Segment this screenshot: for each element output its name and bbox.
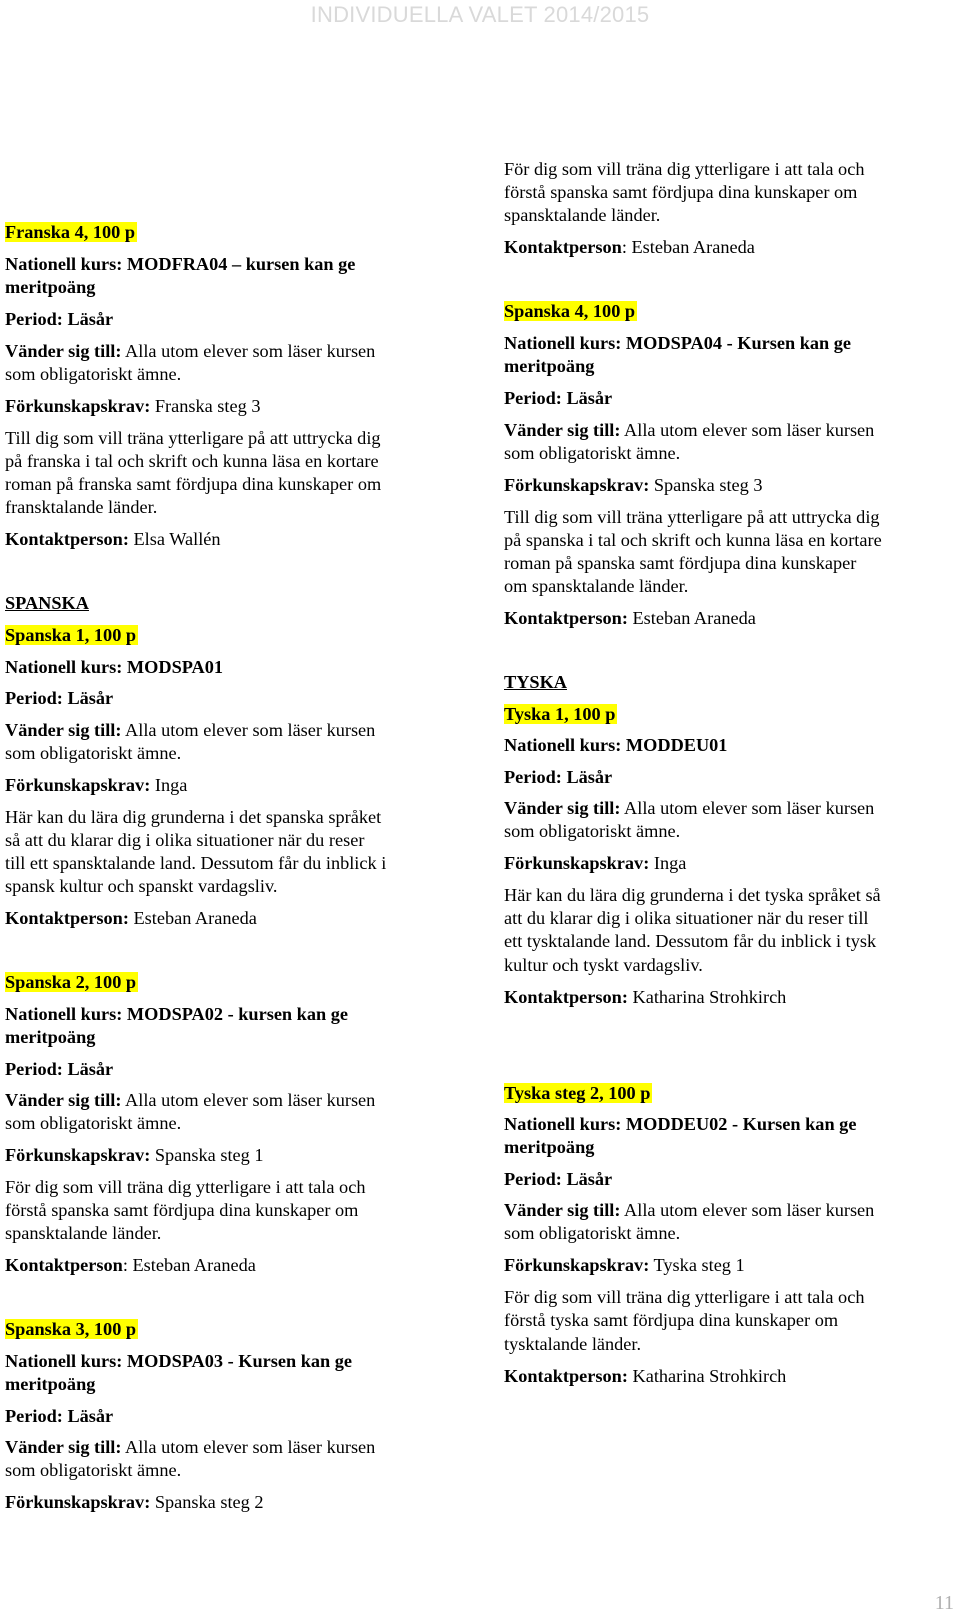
- description: För dig som vill träna dig ytterligare i att tala och: [504, 1287, 865, 1307]
- national-course: Nationell kurs: MODSPA03 - Kursen kan ge: [5, 1351, 353, 1371]
- target-group: Vänder sig till: Alla utom elever som läser kursen: [504, 420, 875, 440]
- description: förstå spanska samt fördjupa dina kunskaper om: [504, 182, 858, 202]
- description: förstå spanska samt fördjupa dina kunskaper om: [5, 1200, 359, 1220]
- contact-person: Kontaktperson: Esteban Araneda: [504, 237, 755, 257]
- target-group-cont: som obligatoriskt ämne.: [504, 821, 681, 841]
- period: Period: Läsår: [5, 1059, 114, 1079]
- target-group: Vänder sig till: Alla utom elever som läser kursen: [504, 798, 875, 818]
- course-title-tyska1: Tyska 1, 100 p: [504, 704, 616, 724]
- description: spansktalande länder.: [5, 1223, 162, 1243]
- description: roman på spanska samt fördjupa dina kunskaper: [504, 553, 857, 573]
- description: För dig som vill träna dig ytterligare i att tala och: [5, 1177, 366, 1197]
- period: Period: Läsår: [5, 309, 114, 329]
- course-title-tyska2: Tyska steg 2, 100 p: [504, 1083, 651, 1103]
- target-group-cont: som obligatoriskt ämne.: [5, 1113, 182, 1133]
- target-group: Vänder sig till: Alla utom elever som läser kursen: [504, 1200, 875, 1220]
- description: om spansktalande länder.: [504, 576, 689, 596]
- description: Här kan du lära dig grunderna i det tyska språket så: [504, 885, 881, 905]
- prerequisites: Förkunskapskrav: Inga: [5, 775, 188, 795]
- description: förstå tyska samt fördjupa dina kunskaper om: [504, 1310, 839, 1330]
- national-course: Nationell kurs: MODSPA04 - Kursen kan ge: [504, 333, 852, 353]
- description: så att du klarar dig i olika situationer när du reser: [5, 830, 365, 850]
- national-course-cont: meritpoäng: [5, 1374, 96, 1394]
- period: Period: Läsår: [504, 767, 613, 787]
- national-course: Nationell kurs: MODDEU01: [504, 735, 728, 755]
- description: ett tysktalande land. Dessutom får du inblick i tysk: [504, 931, 877, 951]
- target-group: Vänder sig till: Alla utom elever som läser kursen: [5, 1090, 376, 1110]
- description: tysktalande länder.: [504, 1334, 642, 1354]
- prerequisites: Förkunskapskrav: Spanska steg 3: [504, 475, 763, 495]
- description: kultur och tyskt vardagsliv.: [504, 955, 703, 975]
- national-course-cont: meritpoäng: [504, 356, 595, 376]
- period: Period: Läsår: [5, 1406, 114, 1426]
- target-group-cont: som obligatoriskt ämne.: [504, 443, 681, 463]
- description: För dig som vill träna dig ytterligare i att tala och: [504, 159, 865, 179]
- target-group-cont: som obligatoriskt ämne.: [5, 1460, 182, 1480]
- target-group: Vänder sig till: Alla utom elever som läser kursen: [5, 720, 376, 740]
- description: att du klarar dig i olika situationer när du reser till: [504, 908, 869, 928]
- description: Till dig som vill träna ytterligare på att uttrycka dig: [5, 428, 381, 448]
- prerequisites: Förkunskapskrav: Spanska steg 1: [5, 1145, 264, 1165]
- page-header: [0, 0, 960, 30]
- target-group: Vänder sig till: Alla utom elever som läser kursen: [5, 341, 376, 361]
- course-title-spanska4: Spanska 4, 100 p: [504, 301, 636, 321]
- description: Till dig som vill träna ytterligare på att uttrycka dig: [504, 507, 880, 527]
- contact-person: Kontaktperson: Esteban Araneda: [5, 1255, 256, 1275]
- description: till ett spansktalande land. Dessutom får du inblick i: [5, 853, 387, 873]
- target-group-cont: som obligatoriskt ämne.: [504, 1223, 681, 1243]
- period: Period: Läsår: [504, 1169, 613, 1189]
- section-heading-tyska: TYSKA: [504, 672, 567, 692]
- course-title-franska4: Franska 4, 100 p: [5, 222, 136, 242]
- description: spansk kultur och spanskt vardagsliv.: [5, 876, 278, 896]
- description: roman på franska samt fördjupa dina kunskaper om: [5, 474, 382, 494]
- description: Här kan du lära dig grunderna i det spanska språket: [5, 807, 382, 827]
- document-title: INDIVIDUELLA VALET 2014/2015: [310, 2, 650, 27]
- description: fransktalande länder.: [5, 497, 158, 517]
- prerequisites: Förkunskapskrav: Spanska steg 2: [5, 1492, 264, 1512]
- national-course: Nationell kurs: MODSPA01: [5, 657, 224, 677]
- course-title-spanska2: Spanska 2, 100 p: [5, 972, 137, 992]
- description: spansktalande länder.: [504, 205, 661, 225]
- period: Period: Läsår: [504, 388, 613, 408]
- prerequisites: Förkunskapskrav: Franska steg 3: [5, 396, 261, 416]
- course-title-spanska1: Spanska 1, 100 p: [5, 625, 137, 645]
- section-heading-spanska: SPANSKA: [5, 593, 89, 613]
- course-title-spanska3: Spanska 3, 100 p: [5, 1319, 137, 1339]
- national-course: Nationell kurs: MODSPA02 - kursen kan ge: [5, 1004, 348, 1024]
- description: på franska i tal och skrift och kunna läsa en kortare: [5, 451, 379, 471]
- contact-person: Kontaktperson: Katharina Strohkirch: [504, 987, 787, 1007]
- contact-person: Kontaktperson: Elsa Wallén: [5, 529, 221, 549]
- page-number: 11: [934, 1592, 954, 1614]
- national-course: Nationell kurs: MODFRA04 – kursen kan ge: [5, 254, 356, 274]
- period: Period: Läsår: [5, 688, 114, 708]
- prerequisites: Förkunskapskrav: Tyska steg 1: [504, 1255, 745, 1275]
- target-group-cont: som obligatoriskt ämne.: [5, 743, 182, 763]
- target-group: Vänder sig till: Alla utom elever som läser kursen: [5, 1437, 376, 1457]
- national-course-cont: meritpoäng: [504, 1137, 595, 1157]
- contact-person: Kontaktperson: Katharina Strohkirch: [504, 1366, 787, 1386]
- national-course-cont: meritpoäng: [5, 1027, 96, 1047]
- national-course: Nationell kurs: MODDEU02 - Kursen kan ge: [504, 1114, 857, 1134]
- prerequisites: Förkunskapskrav: Inga: [504, 853, 687, 873]
- contact-person: Kontaktperson: Esteban Araneda: [504, 608, 756, 628]
- target-group-cont: som obligatoriskt ämne.: [5, 364, 182, 384]
- national-course-cont: meritpoäng: [5, 277, 96, 297]
- contact-person: Kontaktperson: Esteban Araneda: [5, 908, 257, 928]
- description: på spanska i tal och skrift och kunna läsa en kortare: [504, 530, 882, 550]
